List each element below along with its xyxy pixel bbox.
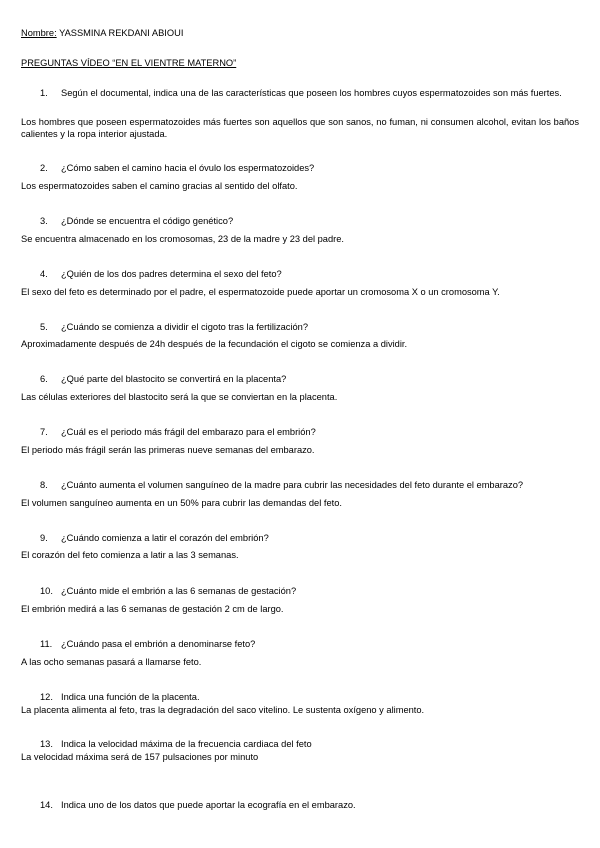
question-number: 3.	[40, 216, 48, 226]
question-3	[21, 215, 579, 227]
question-text: Según el documental, indica una de las características que poseen los hombres cuyos espermatozoides son más fuertes.	[61, 88, 562, 98]
question-13	[21, 738, 579, 750]
question-7	[21, 426, 579, 438]
question-text: ¿Cuál es el periodo más frágil del embarazo para el embrión?	[61, 427, 316, 437]
name-value: YASSMINA REKDANI ABIOUI	[56, 28, 184, 38]
question-text: ¿Quién de los dos padres determina el sexo del feto?	[61, 269, 282, 279]
answer-12: La placenta alimenta al feto, tras la degradación del saco vitelino. Le sustenta oxígeno y alimento.	[21, 705, 425, 715]
answer-1: Los hombres que poseen espermatozoides más fuertes son aquellos que son sanos, no fuman, ni consumen alcohol, evitan los baños calientes y la ropa interior ajustada.	[21, 117, 579, 139]
answer-7: El periodo más frágil serán las primeras nueve semanas del embarazo.	[21, 445, 315, 455]
question-number: 7.	[40, 427, 48, 437]
question-6	[21, 373, 579, 385]
answer-3: Se encuentra almacenado en los cromosomas, 23 de la madre y 23 del padre.	[21, 234, 344, 244]
answer-2: Los espermatozoides saben el camino gracias al sentido del olfato.	[21, 181, 298, 191]
question-9	[21, 532, 579, 544]
question-8	[21, 479, 579, 491]
question-text: ¿Cuánto aumenta el volumen sanguíneo de la madre para cubrir las necesidades del feto durante el embarazo?	[61, 480, 524, 490]
student-name-line	[21, 27, 183, 39]
answer-9: El corazón del feto comienza a latir a las 3 semanas.	[21, 550, 239, 560]
answer-4: El sexo del feto es determinado por el padre, el espermatozoide puede aportar un cromosoma X o un cromosoma Y.	[21, 287, 500, 297]
question-5	[21, 321, 579, 333]
question-14	[21, 799, 579, 811]
question-2	[21, 162, 579, 174]
question-text: ¿Cuándo se comienza a dividir el cigoto tras la fertilización?	[61, 322, 309, 332]
question-text: Indica una función de la placenta.	[61, 692, 200, 702]
question-text: Indica la velocidad máxima de la frecuencia cardiaca del feto	[61, 739, 312, 749]
question-text: ¿Dónde se encuentra el código genético?	[61, 216, 234, 226]
question-text: Indica uno de los datos que puede aportar la ecografía en el embarazo.	[61, 800, 356, 810]
question-number: 14.	[40, 800, 53, 810]
question-number: 12.	[40, 692, 53, 702]
name-label: Nombre:	[21, 28, 57, 38]
question-number: 6.	[40, 374, 48, 384]
question-number: 2.	[40, 163, 48, 173]
answer-13: La velocidad máxima será de 157 pulsaciones por minuto	[21, 752, 259, 762]
answer-5: Aproximadamente después de 24h después de la fecundación el cigoto se comienza a dividir.	[21, 339, 408, 349]
answer-8: El volumen sanguíneo aumenta en un 50% para cubrir las demandas del feto.	[21, 498, 342, 508]
question-text: ¿Cómo saben el camino hacia el óvulo los espermatozoides?	[61, 163, 315, 173]
question-4	[21, 268, 579, 280]
question-11	[21, 638, 579, 650]
question-text: ¿Cuándo pasa el embrión a denominarse feto?	[61, 639, 256, 649]
question-number: 9.	[40, 533, 48, 543]
answer-11: A las ocho semanas pasará a llamarse feto.	[21, 657, 202, 667]
question-number: 11.	[40, 639, 53, 649]
question-number: 5.	[40, 322, 48, 332]
question-text: ¿Cuánto mide el embrión a las 6 semanas de gestación?	[61, 586, 297, 596]
question-12	[21, 691, 579, 703]
answer-10: El embrión medirá a las 6 semanas de gestación 2 cm de largo.	[21, 604, 284, 614]
question-number: 13.	[40, 739, 53, 749]
question-text: ¿Cuándo comienza a latir el corazón del embrión?	[61, 533, 269, 543]
question-10	[21, 585, 579, 597]
question-number: 10.	[40, 586, 53, 596]
question-number: 4.	[40, 269, 48, 279]
answer-6: Las células exteriores del blastocito será la que se conviertan en la placenta.	[21, 392, 338, 402]
document-title: PREGUNTAS VÍDEO “EN EL VIENTRE MATERNO”	[21, 58, 237, 68]
question-1	[21, 87, 579, 99]
question-number: 1.	[40, 88, 48, 98]
question-text: ¿Qué parte del blastocito se convertirá en la placenta?	[61, 374, 287, 384]
question-number: 8.	[40, 480, 48, 490]
